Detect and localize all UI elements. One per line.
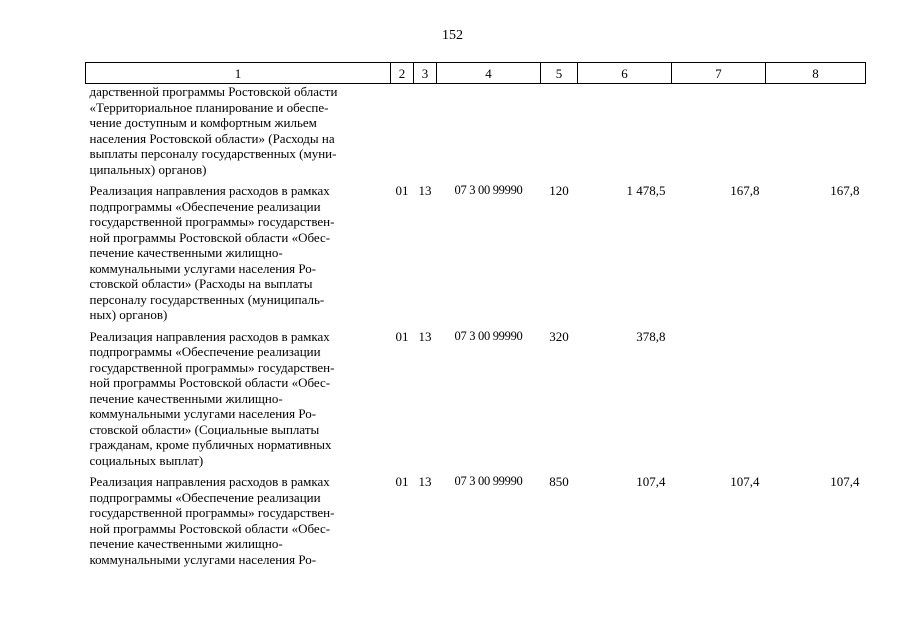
table-row: [86, 84, 866, 178]
column-header-8: 8: [766, 63, 866, 84]
expense-type-code: [541, 84, 578, 178]
budget-table: [85, 62, 866, 567]
column-header-5: 5: [541, 63, 578, 84]
description-line: ных) органов): [89, 307, 168, 322]
expense-type-code: 320: [549, 328, 569, 344]
section-code: 01: [395, 183, 409, 198]
description-line: печение качественными жилищно-: [89, 245, 283, 260]
row-description: [86, 474, 391, 567]
amount-column-6: [578, 84, 672, 178]
amount-column-8: [766, 84, 866, 178]
description-line: печение качественными жилищно-: [89, 390, 283, 406]
table-row: [86, 329, 866, 469]
budget-table-container: [85, 62, 865, 567]
section-code: [391, 84, 414, 178]
amount-column-6: 1 478,5: [626, 183, 666, 198]
column-header-1: 1: [86, 63, 391, 84]
target-article-code: 07 3 00 99990: [454, 183, 523, 197]
description-line: ной программы Ростовской области «Обес-: [89, 229, 331, 245]
column-header-3: 3: [414, 63, 437, 84]
description-line: выплаты персоналу государственных (муни-: [89, 146, 337, 161]
description-line: подпрограммы «Обеспечение реализации: [89, 489, 321, 505]
column-header-4: 4: [437, 63, 541, 84]
amount-column-6: 107,4: [636, 474, 666, 489]
target-article-code: 07 3 00 99990: [454, 328, 523, 343]
table-body: [86, 84, 866, 568]
page-number: 152: [442, 28, 463, 43]
description-line: Реализация направления расходов в рамках: [89, 183, 330, 198]
description-line: государственной программы» государствен-: [89, 359, 335, 375]
description-line: населения Ростовской области» (Расходы на: [89, 130, 335, 146]
description-line: ципальных) органов): [89, 161, 207, 177]
section-code: 01: [395, 328, 409, 344]
expense-type-code: 850: [549, 474, 569, 489]
description-line: «Территориальное планирование и обеспе-: [89, 99, 329, 115]
description-line: стовской области» (Социальные выплаты: [89, 421, 320, 437]
subsection-code: 13: [418, 474, 432, 489]
description-line: Реализация направления расходов в рамках: [89, 328, 330, 344]
amount-column-7: [672, 329, 766, 469]
description-line: ной программы Ростовской области «Обес-: [89, 520, 331, 536]
description-line: печение качественными жилищно-: [89, 536, 283, 551]
target-article-code: [437, 84, 541, 178]
amount-column-8: [766, 329, 866, 469]
subsection-code: [414, 84, 437, 178]
description-line: коммунальными услугами населения Ро-: [89, 551, 317, 567]
description-line: подпрограммы «Обеспечение реализации: [89, 344, 321, 359]
target-article-code: 07 3 00 99990: [454, 474, 523, 488]
description-line: государственной программы» государствен-: [89, 505, 335, 520]
amount-column-6: 378,8: [636, 328, 666, 344]
description-line: дарственной программы Ростовской области: [89, 84, 338, 99]
row-description: [86, 183, 391, 323]
amount-column-7: 107,4: [730, 474, 760, 489]
description-line: коммунальными услугами населения Ро-: [89, 406, 317, 421]
description-line: гражданам, кроме публичных нормативных: [89, 437, 332, 452]
description-line: подпрограммы «Обеспечение реализации: [89, 198, 321, 214]
table-header-row: [86, 63, 866, 84]
amount-column-7: 167,8: [730, 183, 760, 198]
row-description: [86, 329, 391, 469]
description-line: чение доступным и комфортным жильем: [89, 115, 317, 130]
description-line: Реализация направления расходов в рамках: [89, 474, 330, 489]
table-row: [86, 183, 866, 323]
description-line: государственной программы» государствен-: [89, 214, 335, 229]
description-line: социальных выплат): [89, 452, 204, 468]
subsection-code: 13: [418, 328, 432, 344]
description-line: персоналу государственных (муниципаль-: [89, 291, 325, 307]
section-code: 01: [395, 474, 409, 489]
subsection-code: 13: [418, 183, 432, 198]
expense-type-code: 120: [549, 183, 569, 198]
amount-column-7: [672, 84, 766, 178]
amount-column-8: 167,8: [830, 183, 860, 198]
column-header-7: 7: [672, 63, 766, 84]
row-description: [86, 84, 391, 178]
column-header-2: 2: [391, 63, 414, 84]
description-line: ной программы Ростовской области «Обес-: [89, 375, 331, 390]
amount-column-8: 107,4: [830, 474, 860, 489]
description-line: стовской области» (Расходы на выплаты: [89, 276, 313, 291]
description-line: коммунальными услугами населения Ро-: [89, 260, 317, 276]
column-header-6: 6: [578, 63, 672, 84]
table-row: [86, 474, 866, 567]
